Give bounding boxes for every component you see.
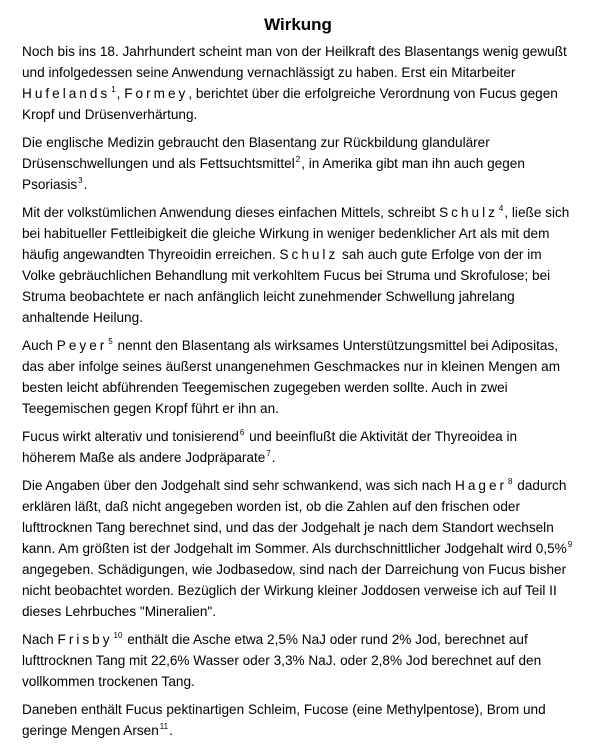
text-run: Nach [22, 632, 58, 647]
footnote-ref-11[interactable]: 11 [159, 722, 169, 731]
text-run: enthält die Asche etwa 2,5% NaJ oder rund 2% Jod, berechnet auf lufttrocknen Tang mit 22,6% Wasser oder 3,3% NaJ. oder 2,8% Jod berechnet auf den vollkommen trockenen Tang. [22, 632, 542, 689]
text-run: Daneben enthält Fucus pektinartigen Schleim, Fucose (eine Methylpentose), Brom und geringe Mengen Arsen [22, 702, 546, 738]
paragraph-fucus-effect [22, 426, 574, 468]
footnote-ref-4[interactable]: 4 [498, 204, 504, 213]
text-run: Noch bis ins 18. Jahrhundert scheint man von der Heilkraft des Blasentangs wenig gewußt und infolgedessen seine Anwendung vernachlässigt zu haben. Erst ein Mitarbeiter [22, 44, 567, 80]
footnote-ref-9[interactable]: 9 [567, 540, 573, 549]
author-name-formey: Formey [124, 86, 189, 101]
author-name-hufeland: Hufelands [22, 86, 111, 101]
text-run: , ließe sich bei habitueller Fettleibigkeit die gleiche Wirkung in weniger bedenklicher Art als mit dem häufig angewandten Thyreoidin erreichen. [22, 205, 570, 262]
paragraph-constituents [22, 699, 574, 741]
text-run: angegeben. Schädigungen, wie Jodbasedow, sind nach der Darreichung von Fucus bisher nicht beobachtet worden. Bezüglich der Wirkung kleiner Joddosen verweise ich auf Teil II dieses Lehrbuches "Mineralien". [22, 562, 567, 619]
paragraph-iodine-content [22, 475, 574, 622]
author-name-hager: Hager [455, 478, 508, 493]
paragraph-schulz [22, 202, 574, 328]
author-name-schulz: Schulz [279, 247, 339, 262]
footnote-ref-5[interactable]: 5 [108, 337, 113, 346]
text-run: . [169, 723, 173, 738]
paragraph-frisby [22, 629, 574, 692]
text-run: sah auch gute Erfolge von der im Volke gebräuchlichen Behandlung mit verkohltem Fucus bei Struma und Skrofulose; bei Struma beobachtete er nach anfänglich leicht zunehmender Schwellung jahrelang anhaltende Heilung. [22, 247, 551, 325]
text-run: nennt den Blasentang als wirksames Unterstützungsmittel bei Adipositas, das aber infolge seines äußerst unangenehmen Geschmackes nur in kleinen Mengen am besten leicht abführenden Teegemischen zugegeben werden sollte. Auch in zwei Teegemischen gegen Kropf führt er ihn an. [22, 338, 561, 416]
text-run: . [271, 450, 276, 465]
footnote-ref-3[interactable]: 3 [78, 176, 83, 185]
footnote-ref-2[interactable]: 2 [295, 155, 301, 164]
text-run: Die Angaben über den Jodgehalt sind sehr schwankend, was sich nach [22, 478, 456, 493]
text-run: , berichtet über die erfolgreiche Verordnung von Fucus gegen Kropf und Drüsenverhärtung. [22, 86, 558, 122]
text-run: , [116, 86, 125, 101]
text-run: Mit der volkstümlichen Anwendung dieses einfachen Mittels, schreibt [22, 205, 440, 220]
paragraph-peyer [22, 335, 574, 419]
author-name-frisby: Frisby [57, 632, 113, 647]
text-run: , in Amerika gibt man ihn auch gegen Psoriasis [22, 156, 525, 192]
text-run: dadurch erklären läßt, daß nicht angegeben worden ist, ob die Zahlen auf den frischen oder lufttrocknen Tang berechnet sind, und das der Jodgehalt je nach dem Standort wechseln kann. Am größten ist der Jodgehalt im Sommer. Als durchschnittlicher Jodgehalt wird 0,5% [22, 478, 567, 556]
footnote-ref-6[interactable]: 6 [239, 428, 245, 437]
footnote-ref-10[interactable]: 10 [113, 631, 123, 640]
text-run: Fucus wirkt alterativ und tonisierend [22, 429, 239, 444]
author-name-peyer: Peyer [56, 338, 108, 353]
footnote-ref-8[interactable]: 8 [508, 477, 513, 486]
footnote-ref-7[interactable]: 7 [266, 449, 271, 458]
paragraph-history [22, 41, 574, 125]
text-run: und beeinflußt die Aktivität der Thyreoidea in höherem Maße als andere Jodpräparate [22, 429, 518, 465]
text-run: . [83, 177, 88, 192]
paragraph-english-medicine [22, 132, 574, 195]
text-run: Auch [22, 338, 57, 353]
section-title: Wirkung [264, 15, 332, 34]
author-name-schulz: Schulz [439, 205, 498, 220]
document-page [22, 14, 574, 748]
text-run: Die englische Medizin gebraucht den Blasentang zur Rückbildung glandulärer Drüsenschwellungen und als Fettsuchtsmittel [22, 135, 490, 171]
footnote-ref-1[interactable]: 1 [111, 85, 116, 94]
